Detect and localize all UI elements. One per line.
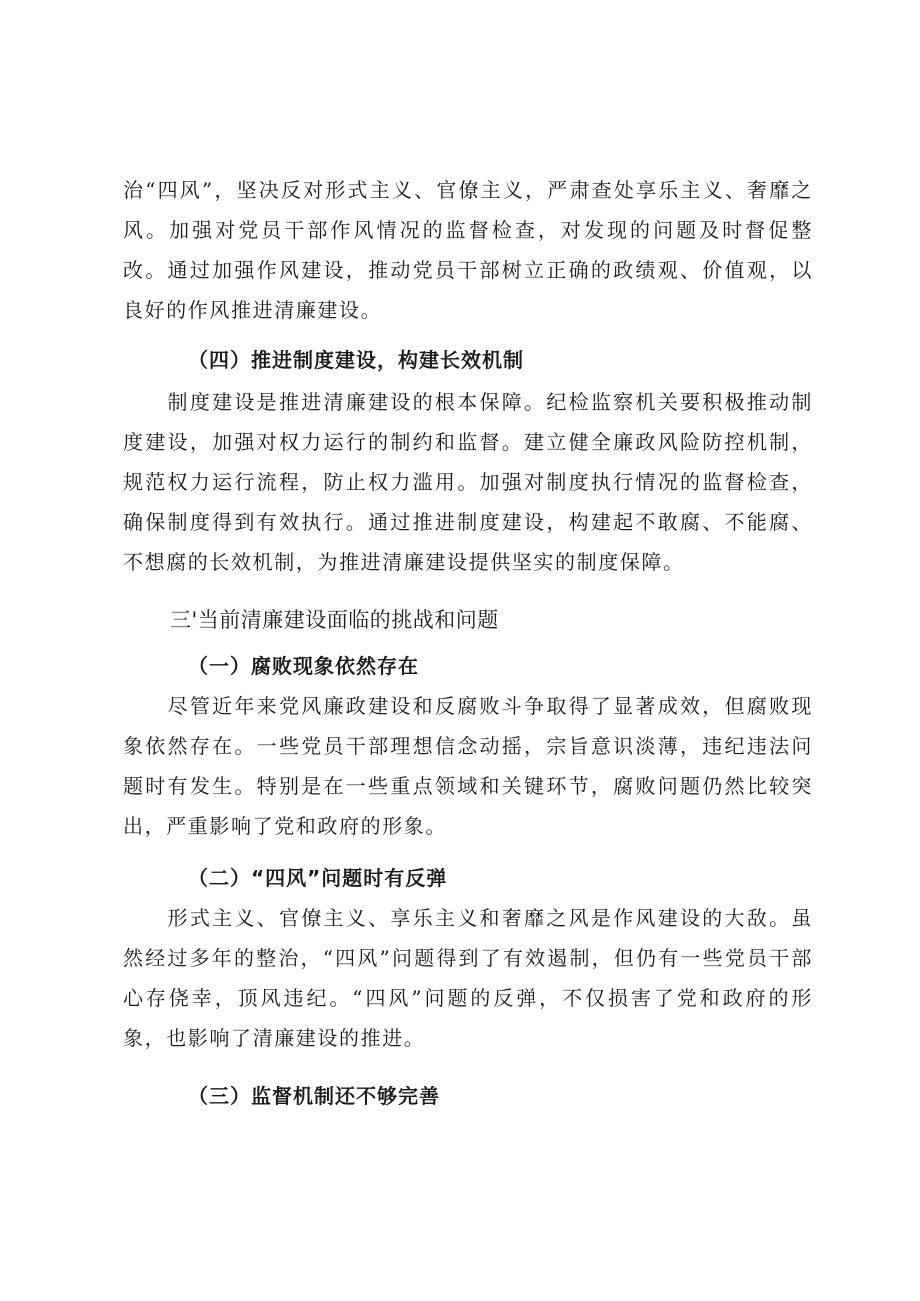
paragraph-continued: 治“四风”，坚决反对形式主义、官僚主义，严肃查处享乐主义、奢靡之风。加强对党员干部作风情况的监督检查，对发现的问题及时督促整改。通过加强作风建设，推动党员干部树立正确的政绩观、价值观，以良好的作风推进清廉建设。 [123, 178, 813, 322]
section-three-title: 三'当前清廉建设面临的挑战和问题 [170, 608, 499, 632]
heading-two-four-winds: （二）“四风”问题时有反弹 [188, 866, 448, 890]
heading-three-supervision: （三）监督机制还不够完善 [188, 1084, 440, 1108]
paragraph-system-building: 制度建设是推进清廉建设的根本保障。纪检监察机关要积极推动制度建设，加强对权力运行的制约和监督。建立健全廉政风险防控机制，规范权力运行流程，防止权力滥用。加强对制度执行情况的监督检查，确保制度得到有效执行。通过推进制度建设，构建起不敢腐、不能腐、不想腐的长效机制，为推进清廉建设提供坚实的制度保障。 [123, 390, 813, 574]
paragraph-corruption: 尽管近年来党风廉政建设和反腐败斗争取得了显著成效，但腐败现象依然存在。一些党员干部理想信念动摇，宗旨意识淡薄，违纪违法问题时有发生。特别是在一些重点领域和关键环节，腐败问题仍然比较突出，严重影响了党和政府的形象。 [123, 694, 813, 838]
paragraph-four-winds: 形式主义、官僚主义、享乐主义和奢靡之风是作风建设的大敌。虽然经过多年的整治，“四风”问题得到了有效遏制，但仍有一些党员干部心存侥幸，顶风违纪。“四风”问题的反弹，不仅损害了党和政府的形象，也影响了清廉建设的推进。 [123, 906, 813, 1050]
heading-four-system-building: （四）推进制度建设，构建长效机制 [188, 348, 524, 372]
heading-one-corruption: （一）腐败现象依然存在 [188, 654, 419, 678]
